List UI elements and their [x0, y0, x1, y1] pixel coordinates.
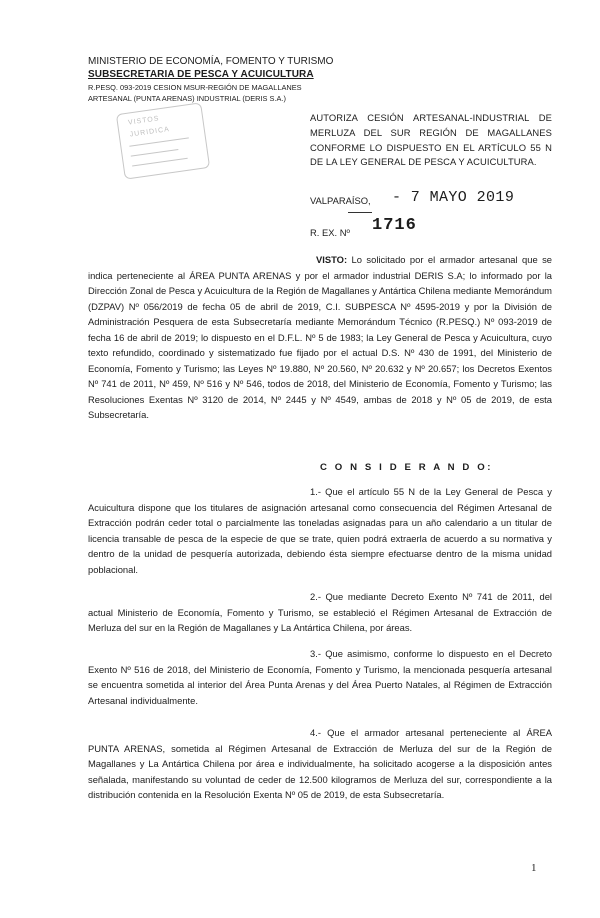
- visto-text: Lo solicitado por el armador artesanal que se indica perteneciente al ÁREA PUNTA ARENAS y por el armador industrial DERIS S.A; lo informado por la Dirección Zonal de Pesca y Acuicultura de la Región de Magallanes y Antártica Chilena mediante Memorándum (DZPAV) Nº 056/2019 de fecha 05 de abril de 2019, C.I. SUBPESCA Nº 4595-2019 y por la División de Administración Pesquera de esta Subsecretaría mediante Memorándum Técnico (R.PESQ.) Nº 093-2019 de fecha 16 de abril de 2019; lo dispuesto en el D.F.L. Nº 5 de 1983; la Ley General de Pesca y Acuicultura, cuyo texto refundido, coordinado y sistematizado fue fijado por el actual D.S. Nº 430 de 1991, del Ministerio de Economía, Fomento y Turismo; las Leyes Nº 19.880, Nº 20.560, Nº 20.632 y Nº 20.657; los Decretos Exentos Nº 741 de 2011, Nº 459, Nº 516 y Nº 546, todos de 2018, del Ministerio de Economía, Fomento y Turismo; las Resoluciones Exentas Nº 3120 de 2014, Nº 2445 y Nº 4549, ambas de 2018 y Nº 05 de 2019, de esta Subsecretaría.: [88, 254, 552, 420]
- signature-mark: [348, 212, 372, 213]
- considerando-item-text: 3.- Que asimismo, conforme lo dispuesto en el Decreto Exento Nº 516 de 2018, del Ministerio de Economía, Fomento y Turismo, la mencionada pesquería artesanal se encuentra sometida al interior del Área Punta Arenas y del Área Puerto Natales, al Régimen de Extracción Artesanal individualmente.: [88, 648, 552, 706]
- stamp-rule: [132, 158, 188, 167]
- resolution-date: - 7 MAYO 2019: [392, 189, 515, 206]
- visto-paragraph: [88, 252, 552, 423]
- approval-stamp: [116, 102, 210, 179]
- stamp-line1: VISTOS: [127, 115, 160, 127]
- considerando-item-text: 1.- Que el artículo 55 N de la Ley General de Pesca y Acuicultura dispone que los titulares de asignación artesanal como consecuencia del Régimen Artesanal de Extracción podrán ceder total o parcialmente las toneladas asignadas para un año calendario a un titular de licencia transable de pesca de la especie de que se trate, quien podrá extraerla de acuerdo a su normativa y dentro de la unidad de pesquería autorizada, debiendo ésta siempre efectuarse dentro de la misma unidad poblacional.: [88, 486, 552, 575]
- stamp-rule: [129, 137, 189, 146]
- considerando-heading: C O N S I D E R A N D O:: [320, 462, 494, 473]
- header-subsecretaria: SUBSECRETARIA DE PESCA Y ACUICULTURA: [88, 69, 314, 80]
- stamp-line2: JURIDICA: [129, 125, 171, 139]
- considerando-item: [88, 725, 552, 803]
- considerando-item: [88, 484, 552, 577]
- resolution-place: VALPARAÍSO,: [310, 195, 371, 206]
- stamp-rule: [131, 149, 179, 157]
- header-ministry: MINISTERIO DE ECONOMÍA, FOMENTO Y TURISMO: [88, 56, 334, 67]
- considerando-item: [88, 589, 552, 636]
- header-reference-line2: ARTESANAL (PUNTA ARENAS) INDUSTRIAL (DERIS S.A.): [88, 94, 286, 103]
- resolution-number-label: R. EX. Nº: [310, 227, 350, 238]
- resolution-number: 1716: [372, 216, 417, 235]
- header-reference-line1: R.PESQ. 093-2019 CESION MSUR-REGIÓN DE MAGALLANES: [88, 83, 302, 92]
- considerando-item: [88, 646, 552, 708]
- considerando-item-text: 4.- Que el armador artesanal perteneciente al ÁREA PUNTA ARENAS, sometida al Régimen Artesanal de Extracción de Merluza del sur de la Región de Magallanes y La Antártica Chilena por área e individualmente, ha solicitado acogerse a la disposición antes señalada, manifestando su voluntad de ceder de 12.500 kilogramos de Merluza del sur, correspondiente a la distribución contenida en la Resolución Exenta Nº 05 de 2019, de esta Subsecretaría.: [88, 727, 552, 800]
- resolution-title: AUTORIZA CESIÓN ARTESANAL-INDUSTRIAL DE MERLUZA DEL SUR REGIÓN DE MAGALLANES CONFORME LO DISPUESTO EN EL ARTÍCULO 55 N DE LA LEY GENERAL DE PESCA Y ACUICULTURA.: [310, 112, 552, 168]
- visto-label: VISTO:: [316, 254, 348, 265]
- considerando-item-text: 2.- Que mediante Decreto Exento Nº 741 de 2011, del actual Ministerio de Economía, Fomento y Turismo, se estableció el Régimen Artesanal de Extracción de Merluza del sur en la Región de Magallanes y La Antártica Chilena, por áreas.: [88, 591, 552, 633]
- page-number: 1: [531, 862, 537, 874]
